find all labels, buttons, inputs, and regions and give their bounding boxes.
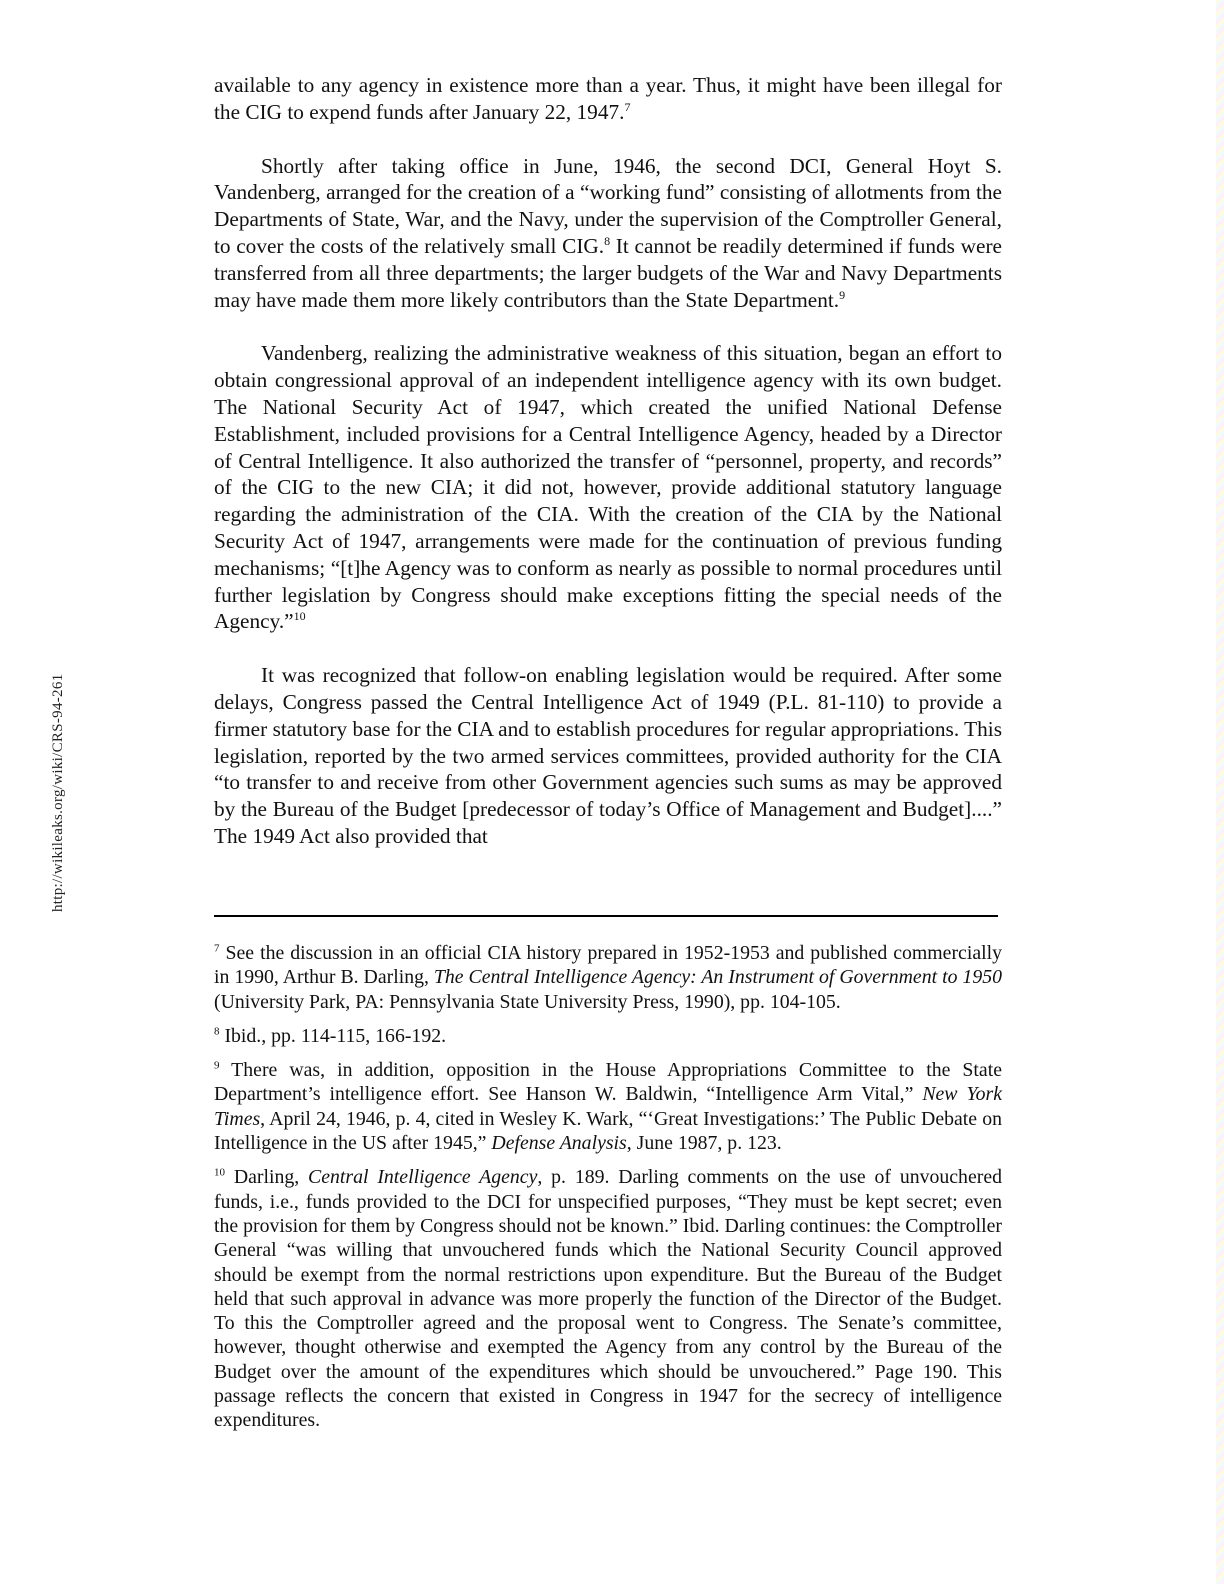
- newspaper-title: New York Times: [214, 1083, 1003, 1130]
- paragraph-continued: available to any agency in existence more than a year. Thus, it might have been illegal for the CIG to expend funds after January 22, 1947.$^7$: [214, 73, 1002, 124]
- footnote-ref-9[interactable]: 9: [839, 287, 846, 302]
- book-title: Central Intelligence Agency: [308, 1166, 538, 1189]
- paragraph-cia-act-1949: It was recognized that follow-on enabling legislation would be required. After some delays, Congress passed the Central Intelligence Act of 1949 (P.L. 81-110) to provide a firmer statutory base for the CIA and to establish procedures for regular appropriations. This legislation, reported by the two armed services committees, provided authority for the CIA “to transfer to and receive from other Government agencies such sums as may be approved by the Bureau of the Budget [predecessor of today’s Office of Management and Budget]....” The 1949 Act also provided that: [214, 663, 1002, 848]
- footnote-8: $^8$ Ibid., pp. 114-115, 166-192.: [214, 1024, 447, 1047]
- journal-title: Defense Analysis: [491, 1132, 627, 1155]
- footnote-9: $^9$ There was, in addition, opposition in the House Appropriations Committee to the State Department’s intelligence effort. See Hanson W. Baldwin, “Intelligence Arm Vital,” New York Times, April 24, 1946, p. 4, cited in Wesley K. Wark, “‘Great Investigations:’ The Public Debate on Intelligence in the US after 1945,” Defense Analysis, June 1987, p. 123.: [214, 1059, 1003, 1155]
- page-edge-scan-artifact: [1216, 0, 1224, 1584]
- footnote-ref-8[interactable]: 8: [604, 233, 611, 248]
- book-title: The Central Intelligence Agency: An Instrument of Government to 1950: [433, 966, 1002, 989]
- footnote-ref-10[interactable]: 10: [293, 609, 306, 624]
- footnote-separator-rule: [214, 915, 998, 917]
- document-body: [214, 72, 1002, 877]
- footnote-10: $^{10}$ Darling, Central Intelligence Agency, p. 189. Darling comments on the use of unvouchered funds, i.e., funds provided to the DCI for unspecified purposes, “They must be kept secret; even the provision for them by Congress should not be known.” Ibid. Darling continues: the Comptroller General “was willing that unvouchered funds which the National Security Council approved should be exempt from the normal restrictions upon expenditure. But the Bureau of the Budget held that such approval in advance was more properly the function of the Director of the Budget. To this the Comptroller agreed and the proposal went to Congress. The Senate’s committee, however, thought otherwise and exempted the Agency from any control by the Bureau of the Budget over the amount of the expenditures which should be unvouchered.” Page 190. This passage reflects the concern that existed in Congress in 1947 for the secrecy of intelligence expenditures.: [214, 1166, 1002, 1432]
- footnote-ref-7[interactable]: 7: [624, 99, 631, 114]
- footnotes-section: [214, 941, 1002, 1443]
- paragraph-working-fund: Shortly after taking office in June, 1946, the second DCI, General Hoyt S. Vandenberg, arranged for the creation of a “working fund” consisting of allotments from the Departments of State, War, and the Navy, under the supervision of the Comptroller General, to cover the costs of the relatively small CIG.$^8$ It cannot be readily determined if funds were transferred from all three departments; the larger budgets of the War and Navy Departments may have made them more likely contributors than the State Department.$^9$: [214, 153, 1002, 312]
- paragraph-national-security-act: Vandenberg, realizing the administrative weakness of this situation, began an effort to obtain congressional approval of an independent intelligence agency with its own budget. The National Security Act of 1947, which created the unified National Defense Establishment, included provisions for a Central Intelligence Agency, headed by a Director of Central Intelligence. It also authorized the transfer of “personnel, property, and records” of the CIG to the new CIA; it did not, however, provide additional statutory language regarding the administration of the CIA. With the creation of the CIA by the National Security Act of 1947, arrangements were made for the continuation of previous funding mechanisms; “[t]he Agency was to conform as nearly as possible to normal procedures until further legislation by Congress should make exceptions fitting the special needs of the Agency.”$^{10}$: [214, 341, 1002, 634]
- side-watermark-url: http://wikileaks.org/wiki/CRS-94-261: [50, 673, 66, 912]
- footnote-7: $^7$ See the discussion in an official CIA history prepared in 1952-1953 and published commercially in 1990, Arthur B. Darling, The Central Intelligence Agency: An Instrument of Government to 1950 (University Park, PA: Pennsylvania State University Press, 1990), pp. 104-105.: [214, 942, 1002, 1013]
